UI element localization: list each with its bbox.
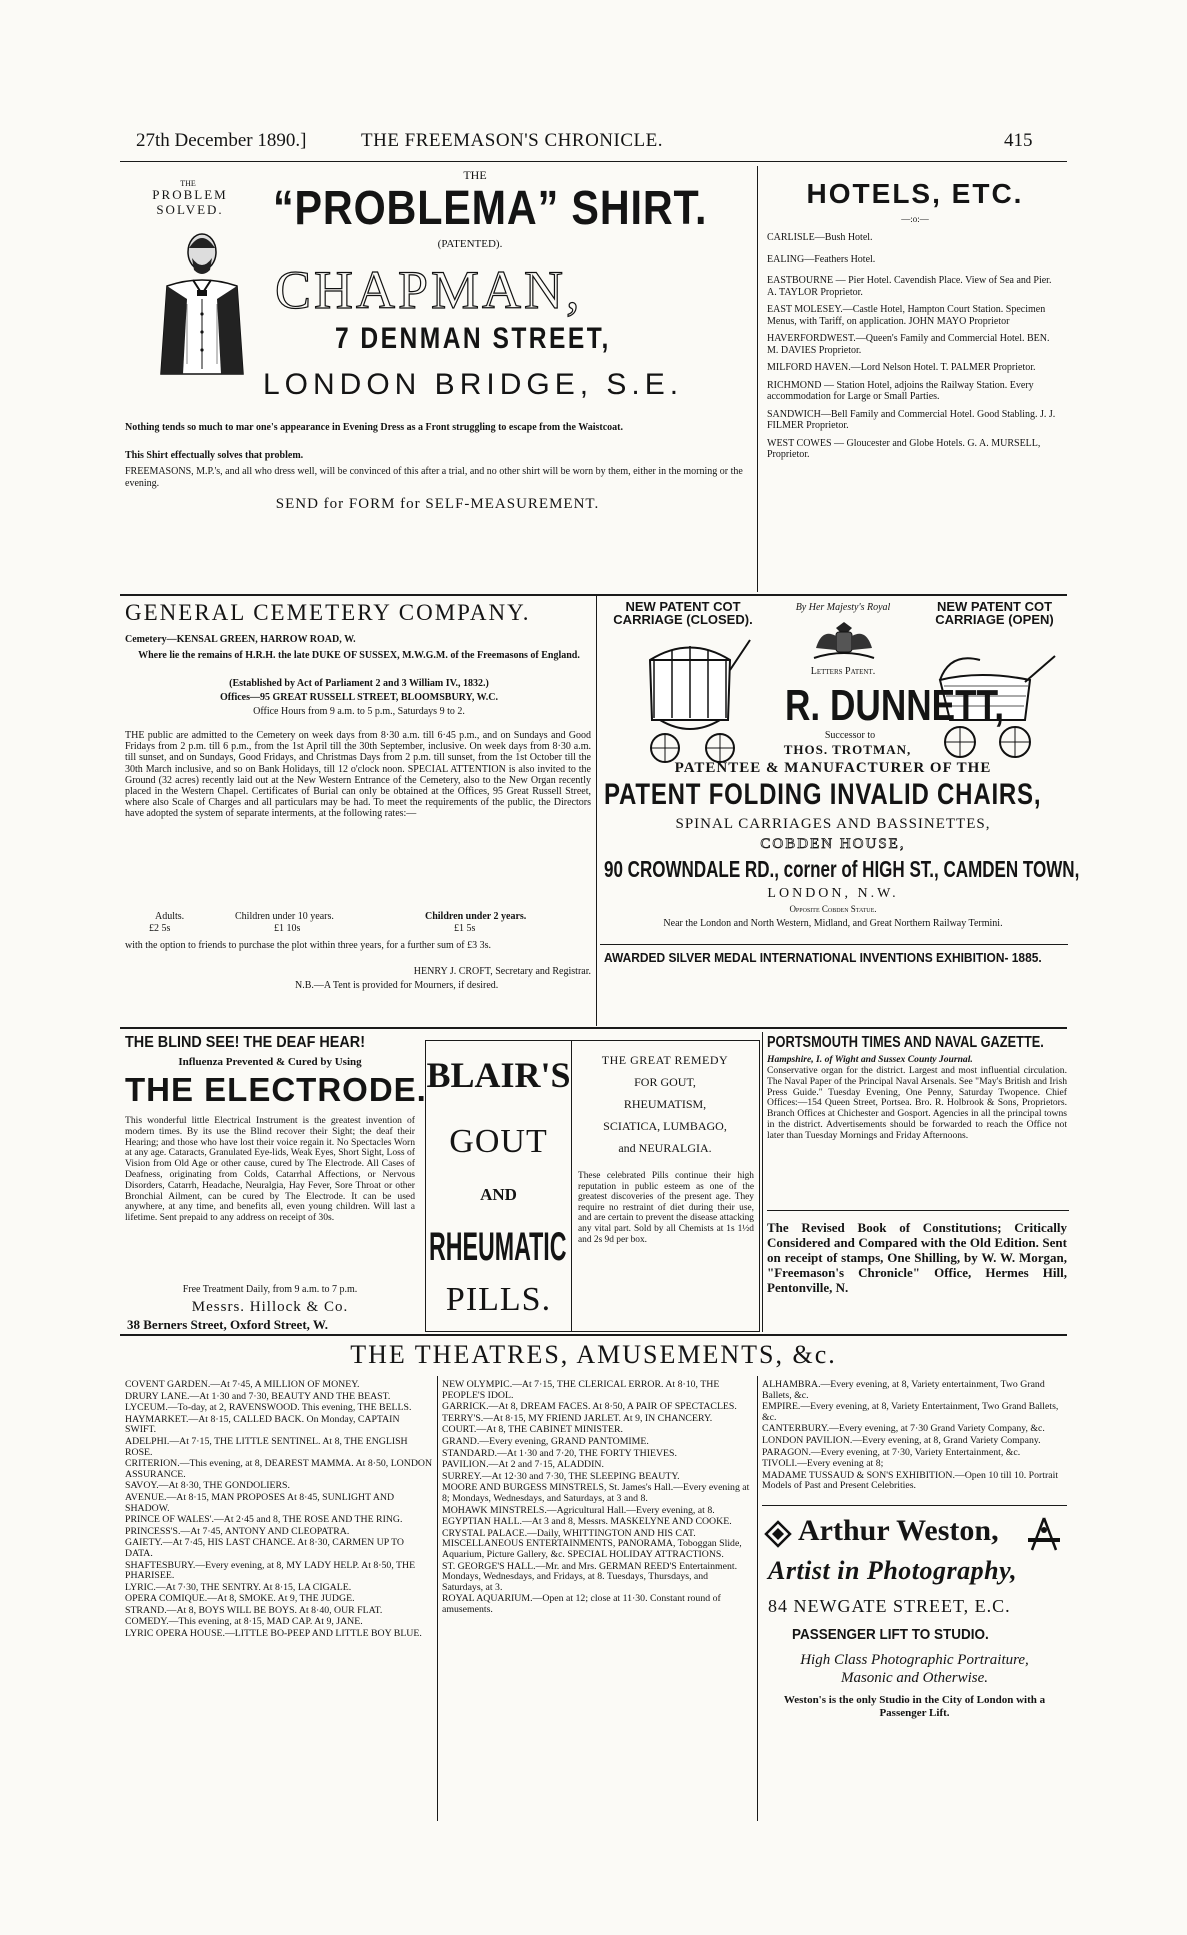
patentee-line: PATENTEE & MANUFACTURER OF THE: [674, 760, 992, 776]
hotels-listing: [765, 168, 1070, 593]
weston-artist: Artist in Photography,: [768, 1556, 1018, 1585]
portsmouth-title: PORTSMOUTH TIMES AND NAVAL GAZETTE.: [767, 1034, 1044, 1051]
cemetery-line-5: Office Hours from 9 a.m. to 5 p.m., Saturdays 9 to 2.: [253, 706, 465, 717]
column-rule: [762, 1032, 763, 1332]
blairs-line-4: RHEUMATIC: [429, 1225, 567, 1269]
invalid-chairs-line: PATENT FOLDING INVALID CHAIRS,: [604, 778, 1042, 811]
theatre-listing: EMPIRE.—Every evening, at 8, Variety Entertainment, Two Grand Ballets, &c.: [762, 1401, 1059, 1423]
cobden-house: COBDEN HOUSE,: [760, 836, 906, 852]
theatre-listing: ADELPHI.—At 7·15, THE LITTLE SENTINEL. At 8, THE ENGLISH ROSE.: [125, 1435, 408, 1458]
page-number: 415: [1004, 130, 1033, 151]
self-measure-line: SEND for FORM for SELF-MEASUREMENT.: [275, 496, 600, 512]
cemetery-footer: with the option to friends to purchase the plot within three years, for a further sum of £3 3s.: [125, 940, 492, 951]
award-line: AWARDED SILVER MEDAL INTERNATIONAL INVENTIONS EXHIBITION- 1885.: [604, 950, 1042, 965]
shirt-city: LONDON BRIDGE, S.E.: [263, 368, 684, 401]
rate-value: £1 10s: [274, 923, 301, 934]
electrode-address: 38 Berners Street, Oxford Street, W.: [127, 1317, 328, 1332]
page-header: [136, 126, 1046, 156]
theatre-listing: LONDON PAVILION.—Every evening, at 8, Grand Variety Company.: [762, 1434, 1041, 1446]
hotels-divider: —:o:—: [901, 214, 929, 224]
constitutions-book: The Revised Book of Constitutions; Critically Considered and Compared with the Old Edition. Sent on receipt of stamps, One Shilling, by W. W. Morgan, "Freemason's Chronicle" Office, Hermes Hill, Pentonville, N.: [767, 1220, 1067, 1295]
theatre-listing: HAYMARKET.—At 8·15, CALLED BACK. On Monday, CAPTAIN SWIFT.: [125, 1413, 400, 1436]
weston-footer: Weston's is the only Studio in the City of London with a Passenger Lift.: [783, 1694, 1046, 1719]
cemetery-ad: [125, 600, 593, 1026]
theatres-col-1: [125, 1380, 433, 1641]
theatre-listing: NEW OLYMPIC.—At 7·15, THE CLERICAL ERROR. At 8·10, THE PEOPLE'S IDOL.: [442, 1379, 720, 1401]
column-rule: [596, 596, 597, 1026]
trotman-name: THOS. TROTMAN,: [783, 742, 912, 757]
theatre-listing: GRAND.—Every evening, GRAND PANTOMIME.: [442, 1435, 649, 1447]
hotel-entry: EASTBOURNE — Pier Hotel. Cavendish Place. View of Sea and Pier. A. TAYLOR Proprietor.: [767, 275, 1052, 298]
portsmouth-sub: Hampshire, I. of Wight and Sussex County Journal.: [767, 1054, 973, 1065]
hotel-entries: [767, 232, 1063, 462]
patented-label: (PATENTED).: [437, 238, 503, 250]
theatre-listing: DRURY LANE.—At 1·30 and 7·30, BEAUTY AND THE BEAST.: [125, 1390, 391, 1402]
masthead: THE FREEMASON'S CHRONICLE.: [361, 130, 663, 151]
badge-top: THE: [180, 179, 196, 188]
cemetery-line-4: Offices—95 GREAT RUSSELL STREET, BLOOMSBURY, W.C.: [220, 692, 498, 703]
chapman-name: CHAPMAN,: [275, 260, 583, 320]
theatre-listing: MADAME TUSSAUD & SON'S EXHIBITION.—Open 10 till 10. Portrait Models of Past and Present Celebrities.: [762, 1469, 1059, 1492]
near-termini: Near the London and North Western, Midland, and Great Northern Railway Termini.: [663, 918, 1003, 929]
dunnett-address: 90 CROWNDALE RD., corner of HIGH ST., CAMDEN TOWN,: [604, 856, 1080, 882]
opposite-statue: Opposite Cobden Statue.: [789, 904, 877, 914]
weston-class-2: Masonic and Otherwise.: [840, 1670, 989, 1686]
weston-lift: PASSENGER LIFT TO STUDIO.: [792, 1626, 989, 1643]
blairs-rheum: RHEUMATISM,: [623, 1097, 707, 1111]
theatre-listing: ALHAMBRA.—Every evening, at 8, Variety entertainment, Two Grand Ballets, &c.: [762, 1379, 1045, 1401]
cemetery-nb: N.B.—A Tent is provided for Mourners, if desired.: [295, 980, 499, 991]
award-rule: [600, 944, 1068, 945]
shirt-body-2: This Shirt effectually solves that problem.: [125, 450, 304, 461]
theatre-listing: ROYAL AQUARIUM.—Open at 12; close at 11·30. Constant round of amusements.: [442, 1593, 721, 1615]
cemetery-body: THE public are admitted to the Cemetery on week days from 8·30 a.m. till 6·45 p.m., and on Sundays and Good Fridays from 2 p.m. till 6 p.m., from the 1st April till the 30th September, inclusive. On week days from 8·30 a.m. till sunset, and on Sundays, Good Fridays, and Christmas Days from 2 p.m. till sunset, from the 1st October till the 30th March inclusive, and so on Bank Holidays, till 12 o'clock noon. SPECIAL ATTENTION is also invited to the Ground (32 acres) recently laid out at the New Western Entrance of the Cemetery, also to the New Organ recently placed in the Western Chapel. Certificates of Burial can only be obtained at the Offices, 95 Great Russell Street, where also Scale of Charges and all particulars may be had. To meet the requirements of the public, the Directors have adopted the system of separate interments, at the following rates:—: [125, 730, 591, 820]
successor-to: Successor to: [824, 730, 876, 741]
theatre-listing: PARAGON.—Every evening, at 7·30, Variety Entertainment, &c.: [762, 1446, 1021, 1458]
blairs-line-5: PILLS.: [445, 1281, 552, 1318]
portsmouth-body: Conservative organ for the district. Largest and most influential circulation. The Naval Paper of the Principal Naval Arsenals. See "May's British and Irish Press Guide." Tuesday Evening, One Penny, Saturday Twopence. Chief Offices:—154 Queen Street, Portsea. Bro. R. Holbrook & Sons, Proprietors. Branch Offices at Chichester and Gosport. Agencies in all the principal towns in the district. Advertisements should be forwarded to reach the Office not later than Tuesday Mornings and Friday Afternoons.: [767, 1065, 1067, 1141]
man-in-shirt-illustration: [147, 224, 257, 384]
weston-ad: [762, 1512, 1067, 1722]
hotel-entry: CARLISLE—Bush Hotel.: [767, 232, 873, 243]
theatres-col-2: [442, 1380, 750, 1616]
theatre-listing: CRYSTAL PALACE.—Daily, WHITTINGTON AND HIS CAT. MISCELLANEOUS ENTERTAINMENTS, PANORAMA, Toboggan Slide, Aquarium, Picture Gallery, &c. SPECIAL HOLIDAY ATTRACTIONS.: [442, 1527, 742, 1560]
electrode-title: THE ELECTRODE.: [125, 1071, 427, 1108]
hotel-entry: MILFORD HAVEN.—Lord Nelson Hotel. T. PALMER Proprietor.: [767, 362, 1036, 373]
theatres-col-3: [762, 1380, 1067, 1493]
hotel-entry: SANDWICH—Bell Family and Commercial Hotel. Good Stabling. J. J. FILMER Proprietor.: [767, 408, 1056, 431]
section-rule-1: [120, 594, 1067, 596]
theatre-listing: LYRIC OPERA HOUSE.—LITTLE BO-PEEP AND LITTLE BOY BLUE.: [125, 1628, 422, 1640]
royal-warrant: By Her Majesty's Royal: [795, 602, 891, 613]
issue-date: 27th December 1890.]: [136, 130, 307, 151]
rate-header: Adults.: [155, 911, 185, 922]
freemason-emblem-icon: [1026, 1516, 1062, 1554]
theatre-listing: PRINCE OF WALES'.—At 2·45 and 8, THE ROSE AND THE RING.: [125, 1514, 403, 1526]
blairs-body: These celebrated Pills continue their high reputation in public esteem as one of the greatest discoveries of the present age. They require no restraint of diet during their use, and are certain to prevent the disease attacking any vital part. Sold by all Chemists at 1s 1½d and 2s 9d per box.: [578, 1171, 754, 1245]
theatre-listing: COMEDY.—This evening, at 8·15, MAD CAP. At 9, JANE.: [125, 1616, 363, 1628]
closed-cot-carriage-illustration: [620, 630, 760, 770]
theatre-listing: COVENT GARDEN.—At 7·45, A MILLION OF MONEY.: [125, 1379, 360, 1390]
theatre-listing: STRAND.—At 8, BOYS WILL BE BOYS. At 8·40, OUR FLAT.: [125, 1604, 383, 1616]
blairs-inner-rule: [571, 1041, 572, 1331]
rate-header: Children under 2 years.: [425, 911, 527, 922]
blairs-for: FOR GOUT,: [634, 1075, 696, 1089]
electrode-sub: Influenza Prevented & Cured by Using: [178, 1056, 362, 1068]
masonic-square-compass-icon: [764, 1520, 792, 1548]
hotel-entry: EALING—Feathers Hotel.: [767, 253, 876, 265]
theatre-listing: EGYPTIAN HALL.—At 3 and 8, Messrs. MASKELYNE AND COOKE.: [442, 1516, 732, 1528]
theatre-listing: SHAFTESBURY.—Every evening, at 8, MY LADY HELP. At 8·50, THE PHARISEE.: [125, 1559, 416, 1582]
blairs-remedy: THE GREAT REMEDY: [601, 1053, 729, 1067]
electrode-treatment: Free Treatment Daily, from 9 a.m. to 7 p.m.: [182, 1284, 358, 1295]
cemetery-title: GENERAL CEMETERY COMPANY.: [125, 600, 531, 625]
blairs-pills-ad: [425, 1040, 760, 1332]
open-carriage-label: NEW PATENT COT CARRIAGE (OPEN): [935, 599, 1054, 627]
section-rule-3: [120, 1334, 1067, 1336]
theatres-title: THE THEATRES, AMUSEMENTS, &c.: [350, 1340, 837, 1369]
closed-carriage-label: NEW PATENT COT CARRIAGE (CLOSED).: [613, 599, 753, 627]
blairs-line-1: BLAIR'S: [426, 1055, 571, 1095]
electrode-maker: Messrs. Hillock & Co.: [191, 1299, 349, 1315]
cemetery-secretary: HENRY J. CROFT, Secretary and Registrar.: [413, 966, 591, 977]
theatre-listing: LYRIC.—At 7·30, THE SENTRY. At 8·15, LA CIGALE.: [125, 1581, 352, 1593]
theatre-listing: SAVOY.—At 8·30, THE GONDOLIERS.: [125, 1480, 290, 1492]
theatre-listing: CANTERBURY.—Every evening, at 7·30 Grand Variety Company, &c.: [762, 1423, 1045, 1435]
theatre-listing: PAVILION.—At 2 and 7·15, ALADDIN.: [442, 1459, 604, 1471]
column-rule: [437, 1376, 438, 1821]
dunnett-name: R. DUNNETT,: [785, 681, 1005, 730]
blairs-sciatica: SCIATICA, LUMBAGO,: [603, 1119, 727, 1133]
section-rule-2: [120, 1027, 1067, 1029]
theatre-listing: GAIETY.—At 7·45, HIS LAST CHANCE. At 8·30, CARMEN UP TO DATA.: [125, 1537, 404, 1559]
blairs-line-2: GOUT: [449, 1123, 548, 1160]
shirt-the: THE: [463, 168, 487, 182]
cemetery-line-1: Cemetery—KENSAL GREEN, HARROW ROAD, W.: [125, 634, 356, 645]
blairs-line-3: AND: [480, 1185, 517, 1204]
hotel-entry: HAVERFORDWEST.—Queen's Family and Commercial Hotel. BEN. M. DAVIES Proprietor.: [767, 333, 1050, 356]
rate-header: Children under 10 years.: [235, 911, 334, 922]
electrode-body: This wonderful little Electrical Instrument is the greatest invention of modern times. By its use the Blind recover their Sight; the deaf their Hearing; and those who have lost their voice regain it. No Spectacles Worn at any age. Cataracts, Granulated Eye-lids, Weak Eyes, Short Sight, Loss of Vision from Old Age or other cause, cured by The Electrode. All Cases of Deafness, originating from Colds, Catarrhal Affections, or Nervous Disorders, Catarrh, Headache, Neuralgia, Hay Fever, Sore Throat or other Bronchial Ailment, can be cured by The Electrode. It can be used anywhere, at any time, and benefits all, even young children. Will last a lifetime. Sent prepaid to any address on receipt of 30s.: [125, 1115, 415, 1224]
theatre-listing: PRINCESS'S.—At 7·45, ANTONY AND CLEOPATRA.: [125, 1525, 350, 1537]
badge-problem: PROBLEM: [152, 187, 228, 202]
theatre-listing: GARRICK.—At 8, DREAM FACES. At 8·50, A PAIR OF SPECTACLES.: [442, 1401, 737, 1413]
hotel-entry: EAST MOLESEY.—Castle Hotel, Hampton Court Station. Specimen Menus, with Tariff, on application. JOHN MAYO Proprietor: [767, 304, 1046, 327]
shirt-street: 7 DENMAN STREET,: [335, 322, 611, 355]
theatre-listing: STANDARD.—At 1·30 and 7·20, THE FORTY THIEVES.: [442, 1447, 677, 1459]
hotel-entry: WEST COWES — Gloucester and Globe Hotels. G. A. MURSELL, Proprietor.: [767, 437, 1041, 460]
blairs-neuralgia: and NEURALGIA.: [618, 1141, 712, 1155]
theatre-listing: LYCEUM.—To-day, at 2, RAVENSWOOD. This evening, THE BELLS.: [125, 1402, 412, 1414]
portsmouth-rule: [767, 1210, 1069, 1211]
column-rule: [757, 1376, 758, 1821]
theatre-listing: TIVOLI.—Every evening at 8;: [762, 1458, 884, 1470]
theatre-listing: MOORE AND BURGESS MINSTRELS, St. James's Hall.—Every evening at 8; Mondays, Wednesdays, and Saturdays, at 3 and 8.: [442, 1482, 750, 1504]
weston-name: Arthur Weston,: [798, 1514, 999, 1547]
electrode-ad: [125, 1034, 427, 1334]
shirt-body-1: Nothing tends so much to mar one's appearance in Evening Dress as a Front struggling to escape from the Waistcoat.: [125, 422, 623, 433]
electrode-headline: THE BLIND SEE! THE DEAF HEAR!: [125, 1034, 366, 1051]
column-rule: [757, 166, 758, 592]
portsmouth-ad: [767, 1034, 1069, 1334]
theatre-listing: MOHAWK MINSTRELS.—Agricultural Hall.—Every evening, at 8.: [442, 1504, 715, 1516]
royal-arms-icon: [808, 618, 880, 662]
weston-address: 84 NEWGATE STREET, E.C.: [768, 1596, 1011, 1616]
theatre-listing: OPERA COMIQUE.—At 8, SMOKE. At 9, THE JUDGE.: [125, 1593, 355, 1605]
hotel-entry: RICHMOND — Station Hotel, adjoins the Railway Station. Every accommodation for Large or Small Parties.: [767, 379, 1034, 402]
shirt-body-3: FREEMASONS, M.P.'s, and all who dress well, will be convinced of this after a trial, and no other shirt will be worn by them, either in the morning or the evening.: [125, 466, 743, 489]
problema-shirt-ad: [125, 168, 755, 592]
rate-value: £2 5s: [149, 923, 171, 934]
cemetery-line-3: (Established by Act of Parliament 2 and 3 William IV., 1832.): [229, 678, 489, 689]
dunnett-ad: [600, 599, 1080, 1026]
theatre-listing: COURT.—At 8, THE CABINET MINISTER.: [442, 1424, 623, 1436]
theatre-listing: SURREY.—At 12·30 and 7·30, THE SLEEPING BEAUTY.: [442, 1470, 680, 1482]
letters-patent: Letters Patent.: [810, 666, 876, 677]
theatre-listing: ST. GEORGE'S HALL.—Mr. and Mrs. GERMAN REED'S Entertainment. Mondays, Wednesdays, and Fridays, at 8. Tuesdays, Thursdays, and Saturdays, at 3.: [442, 1560, 738, 1593]
cemetery-line-2: Where lie the remains of H.R.H. the late DUKE OF SUSSEX, M.W.G.M. of the Freemasons of England.: [138, 650, 580, 661]
weston-rule: [762, 1505, 1067, 1506]
theatre-listing: AVENUE.—At 8·15, MAN PROPOSES At 8·45, SUNLIGHT AND SHADOW.: [125, 1491, 395, 1514]
weston-class-1: High Class Photographic Portraiture,: [800, 1652, 1029, 1668]
hotels-title: HOTELS, ETC.: [806, 178, 1024, 209]
badge-solved: SOLVED.: [156, 202, 224, 217]
theatre-listing: CRITERION.—This evening, at 8, DEAREST MAMMA. At 8·50, LONDON ASSURANCE.: [125, 1458, 433, 1480]
london-nw: LONDON, N.W.: [767, 886, 899, 901]
rate-value: £1 5s: [454, 923, 476, 934]
header-rule: [120, 161, 1067, 162]
shirt-title: “PROBLEMA” SHIRT.: [273, 182, 708, 235]
spinal-line: SPINAL CARRIAGES AND BASSINETTES,: [675, 816, 991, 832]
theatre-listing: TERRY'S.—At 8·15, MY FRIEND JARLET. At 9, IN CHANCERY.: [442, 1412, 713, 1424]
